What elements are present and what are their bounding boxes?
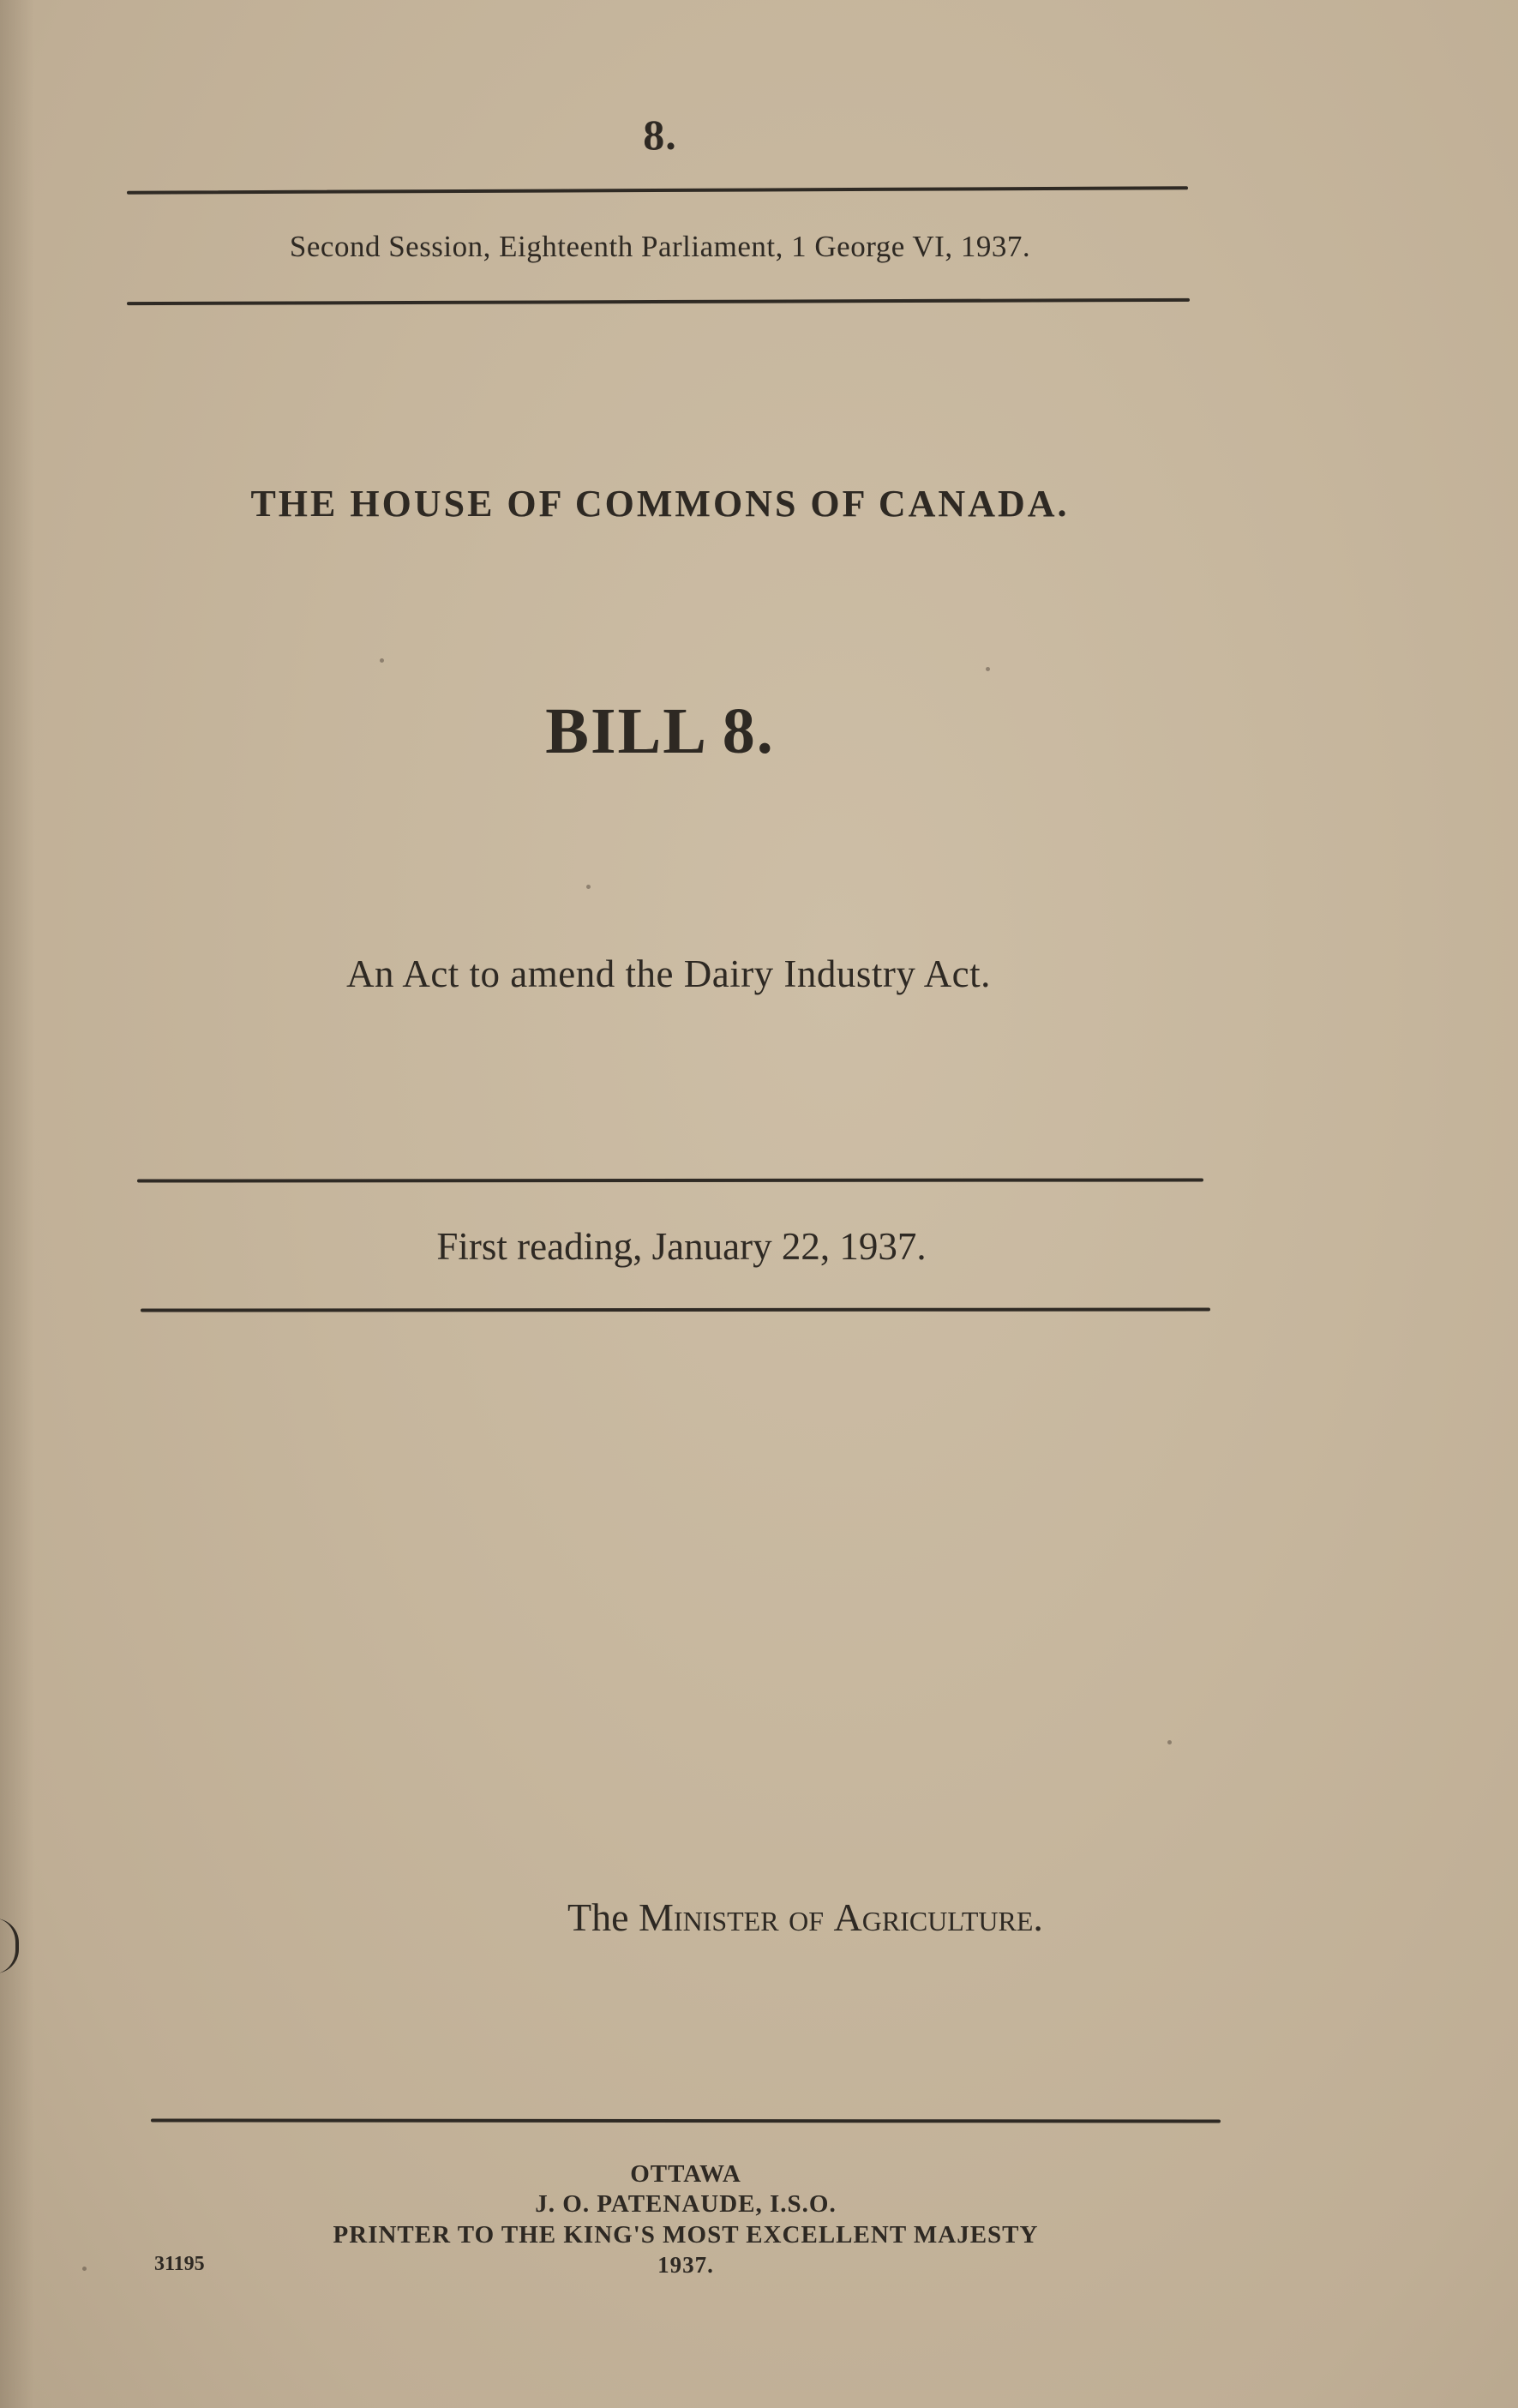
minister-of: of — [789, 1895, 824, 1939]
session-line: Second Session, Eighteenth Parliament, 1 George VI, 1937. — [289, 230, 1031, 263]
page-edge-shadow — [0, 0, 34, 2408]
job-number: 31195 — [154, 2253, 205, 2275]
paper-speck — [82, 2267, 87, 2271]
bill-number: BILL 8. — [545, 695, 775, 767]
top-rule-1 — [127, 186, 1188, 194]
act-title: An Act to amend the Dairy Industry Act. — [346, 952, 991, 995]
minister-title-word-1: Minister — [639, 1895, 779, 1939]
paper-speck — [1167, 1740, 1172, 1744]
paper-speck — [986, 667, 990, 671]
imprint-printer-title: PRINTER TO THE KING'S MOST EXCELLENT MAJESTY — [333, 2221, 1039, 2249]
first-reading-line: First reading, January 22, 1937. — [436, 1225, 927, 1268]
minister-article: The — [567, 1895, 629, 1939]
paper-speck — [586, 885, 591, 889]
house-heading: THE HOUSE OF COMMONS OF CANADA. — [250, 483, 1070, 525]
page-number: 8. — [643, 111, 677, 159]
imprint-rule — [151, 2118, 1221, 2123]
reading-rule-bottom — [141, 1307, 1210, 1312]
imprint-printer-name: J. O. PATENAUDE, I.S.O. — [535, 2190, 837, 2218]
imprint-year: 1937. — [657, 2252, 714, 2278]
reading-rule-top — [137, 1178, 1203, 1182]
imprint-city: OTTAWA — [630, 2160, 741, 2188]
minister-line — [567, 1895, 1043, 1940]
top-rule-2 — [127, 298, 1190, 305]
minister-title-word-2: Agriculture. — [833, 1895, 1043, 1939]
paper-speck — [380, 658, 384, 663]
